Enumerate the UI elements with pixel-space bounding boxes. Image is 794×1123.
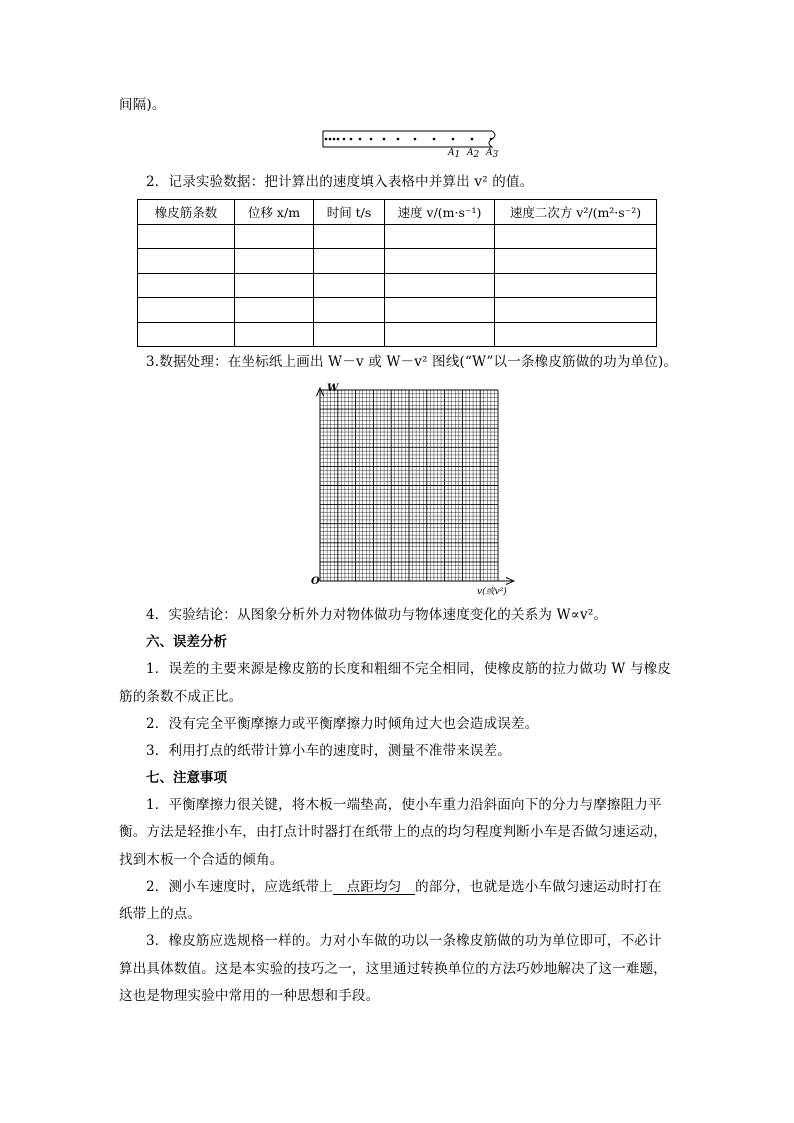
table-header-row [138, 200, 657, 225]
s7-item2-line2: 纸带上的点。 [119, 906, 202, 922]
header-velocity-squared: 速度二次方 v²/(m²·s⁻²) [495, 200, 657, 225]
header-displacement: 位移 x/m [235, 200, 314, 225]
header-time: 时间 t/s [314, 200, 385, 225]
table-row [138, 298, 657, 323]
table-row [138, 322, 657, 347]
section-6-heading: 六、误差分析 [146, 634, 227, 650]
s7-item3-line2: 算出具体数值。这是本实验的技巧之一，这里通过转换单位的方法巧妙地解决了这一难题， [119, 961, 667, 977]
data-table [137, 199, 657, 347]
step-3-text: 3.数据处理：在坐标纸上画出 W－v 或 W－v² 图线(“W”以一条橡皮筋做的功为单位)。 [146, 354, 678, 370]
step-2-text: 2．记录实验数据：把计算出的速度填入表格中并算出 v² 的值。 [146, 174, 534, 190]
s7-item3-line3: 这也是物理实验中常用的一种思想和手段。 [119, 988, 380, 1004]
s6-item3: 3．利用打点的纸带计算小车的速度时，测量不准带来误差。 [146, 743, 511, 759]
graph-origin-label: O [311, 576, 320, 587]
tape-label-a3: A3 [486, 148, 499, 160]
step-4-text: 4．实验结论：从图象分析外力对物体做功与物体速度变化的关系为 W∝v²。 [146, 607, 608, 623]
tape-label-a1: A1 [448, 148, 461, 160]
s7-item2-line1: 2．测小车速度时，应选纸带上 点距均匀 的部分，也就是选小车做匀速运动时打在 [146, 879, 662, 895]
header-velocity: 速度 v/(m·s⁻¹) [385, 200, 495, 225]
graph-paper [300, 380, 530, 600]
graph-x-label: v(或v²) [477, 587, 507, 597]
s7-item3-line1: 3．橡皮筋应选规格一样的。力对小车做的功以一条橡皮筋做的功为单位即可，不必计 [146, 933, 662, 949]
table-row [138, 249, 657, 274]
section-7-heading: 七、注意事项 [146, 770, 227, 786]
s7-item1-line1: 1．平衡摩擦力很关键，将木板一端垫高，使小车重力沿斜面向下的分力与摩擦阻力平 [146, 797, 662, 813]
table-row [138, 224, 657, 249]
s6-item1-line2: 筋的条数不成正比。 [119, 689, 243, 705]
top-fragment: 间隔)。 [119, 97, 166, 113]
graph-y-label: W [327, 383, 339, 394]
s7-item1-line2: 衡。方法是轻推小车，由打点计时器打在纸带上的点的均匀程度判断小车是否做匀速运动， [119, 824, 667, 840]
s7-item1-line3: 找到木板一个合适的倾角。 [119, 852, 284, 868]
s6-item1-line1: 1．误差的主要来源是橡皮筋的长度和粗细不完全相同，使橡皮筋的拉力做功 W 与橡皮 [146, 661, 672, 677]
tape-label-a2: A2 [467, 148, 480, 160]
blank-answer: 点距均匀 [332, 879, 416, 895]
table-row [138, 273, 657, 298]
header-band-count: 橡皮筋条数 [138, 200, 235, 225]
s6-item2: 2．没有完全平衡摩擦力或平衡摩擦力时倾角过大也会造成误差。 [146, 716, 539, 732]
